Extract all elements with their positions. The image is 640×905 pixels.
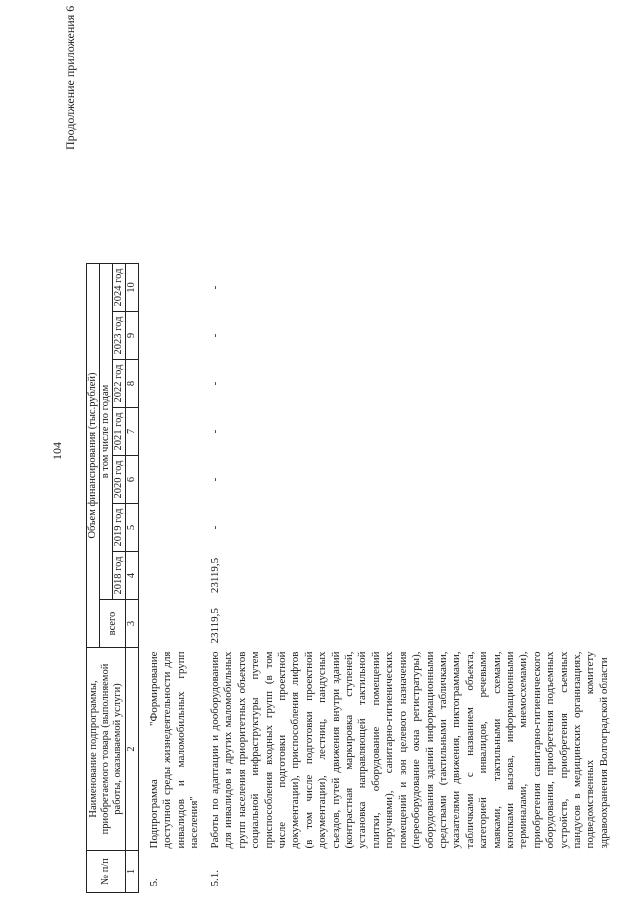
header-year: 2020 год <box>113 456 126 504</box>
table-row <box>206 264 611 893</box>
column-number: 10 <box>126 264 139 312</box>
table-row <box>145 264 206 893</box>
column-number: 7 <box>126 408 139 456</box>
header-year: 2024 год <box>113 264 126 312</box>
header-year: 2021 год <box>113 408 126 456</box>
header-year: 2022 год <box>113 360 126 408</box>
row-year-value <box>145 456 206 504</box>
row-year-value: 23119,5 <box>209 557 221 594</box>
continuation-note: Продолжение приложения 6 <box>63 5 77 150</box>
page-number: 104 <box>50 442 64 460</box>
row-year-value <box>145 552 206 600</box>
header-year: 2023 год <box>113 312 126 360</box>
column-number: 3 <box>126 600 139 648</box>
header-by-years: в том числе по годам <box>100 264 113 600</box>
row-year-value: - <box>209 477 221 482</box>
row-name: Подпрограмма "Формирование доступной среды жизнедеятельности для инвалидов и маломобильных групп населения" <box>148 651 201 849</box>
row-number: 5.1. <box>209 870 221 887</box>
row-year-value <box>145 360 206 408</box>
column-number: 8 <box>126 360 139 408</box>
column-number: 5 <box>126 504 139 552</box>
column-number: 9 <box>126 312 139 360</box>
row-year-value: - <box>209 285 221 290</box>
header-year: 2018 год <box>113 552 126 600</box>
row-year-value: - <box>209 381 221 386</box>
column-number: 6 <box>126 456 139 504</box>
header-col-no: № п/п <box>87 851 126 893</box>
row-year-value <box>145 264 206 312</box>
header-year: 2019 год <box>113 504 126 552</box>
row-year-value: - <box>209 525 221 530</box>
financing-table <box>86 263 611 893</box>
column-number: 2 <box>126 648 139 851</box>
header-col-name: Наименование подпрограммы, приобретаемого товара (выполняемой работы, оказываемой услуги) <box>87 648 126 851</box>
row-number: 5. <box>148 878 160 887</box>
row-total: 23119,5 <box>209 608 221 644</box>
column-number: 1 <box>126 851 139 893</box>
row-year-value: - <box>209 429 221 434</box>
header-total: всего <box>100 600 126 648</box>
row-name: Работы по адаптации и дооборудованию для инвалидов и других маломобильных групп населения приоритетных объектов социальной инфраструктуры путем приспособления входных групп (в том числе подготовки проектной документации), приспособления лифтов (в том числе подготовки проектной документации), лестниц, пандусных съездов, путей движения внутри зданий (контрастная маркировка ступеней, установка направляющей тактильной плитки, оборудование помещений поручнями), санитарно-гигиенических помещений и зон целевого назначения (переоборудование окна регистратуры), оборудования зданий информационными средствами (тактильными табличками, указателями движения, пиктограммами, табличками с названием объекта, категорией инвалидов, речевыми маяками, тактильными схемами, кнопками вызова, информационными терминалами, мнемосхемами), приобретения санитарно-гигиенического оборудования, приобретения подъемных устройств, приобретения съемных пандусов в медицинских организациях, подведомственных комитету здравоохранения Волгоградской области <box>209 651 610 849</box>
column-number: 4 <box>126 552 139 600</box>
row-year-value <box>145 312 206 360</box>
row-year-value: - <box>209 333 221 338</box>
row-year-value <box>145 408 206 456</box>
header-financing: Объем финансирования (тыс.рублей) <box>87 264 100 648</box>
row-year-value <box>145 504 206 552</box>
row-total <box>145 600 206 648</box>
